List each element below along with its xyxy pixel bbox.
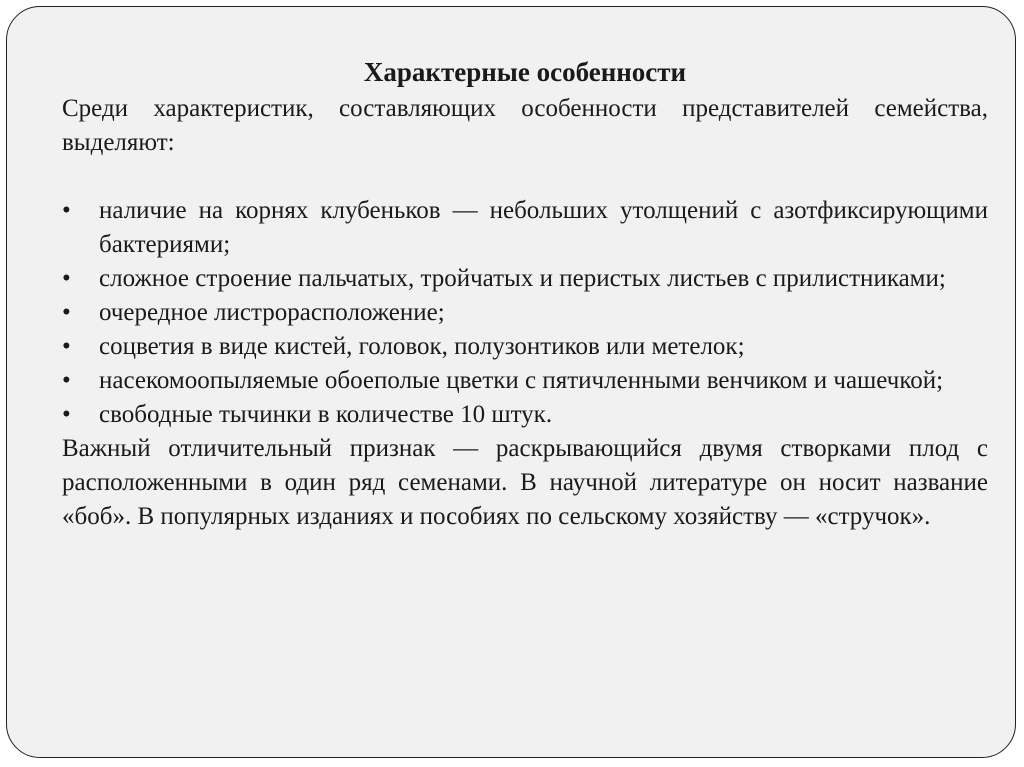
list-item-text: свободные тычинки в количестве 10 штук. [99, 401, 553, 428]
list-item [62, 398, 988, 432]
slide-content [62, 52, 988, 534]
list-item-text: очередное листрорасположение; [99, 299, 445, 326]
list-item-text: соцветия в виде кистей, головок, полузонтиков или метелок; [99, 333, 745, 360]
list-item [62, 262, 988, 296]
bullet-icon: • [62, 333, 71, 360]
list-item [62, 296, 988, 330]
intro-paragraph: Среди характеристик, составляющих особенности представителей семейства, выделяют: [62, 95, 988, 156]
feature-list [62, 194, 988, 432]
slide-title: Характерные особенности [363, 57, 687, 87]
list-item [62, 364, 988, 398]
bullet-icon: • [62, 367, 71, 394]
list-item-text: насекомоопыляемые обоеполые цветки с пятичленными венчиком и чашечкой; [99, 367, 944, 394]
bullet-icon: • [62, 299, 71, 326]
bullet-icon: • [62, 401, 71, 428]
list-item [62, 330, 988, 364]
list-item-text: сложное строение пальчатых, тройчатых и перистых листьев с прилистниками; [99, 265, 946, 292]
list-item [62, 194, 988, 262]
bullet-icon: • [62, 197, 71, 224]
spacer [62, 160, 988, 194]
list-item-text: наличие на корнях клубеньков — небольших утолщений с азотфиксирующими бактериями; [99, 197, 988, 258]
bullet-icon: • [62, 265, 71, 292]
conclusion-paragraph: Важный отличительный признак — раскрывающийся двумя створками плод с расположенными в один ряд семенами. В научной литературе он носит название «боб». В популярных изданиях и пособиях по сельскому хозяйству — «стручок». [62, 435, 988, 530]
